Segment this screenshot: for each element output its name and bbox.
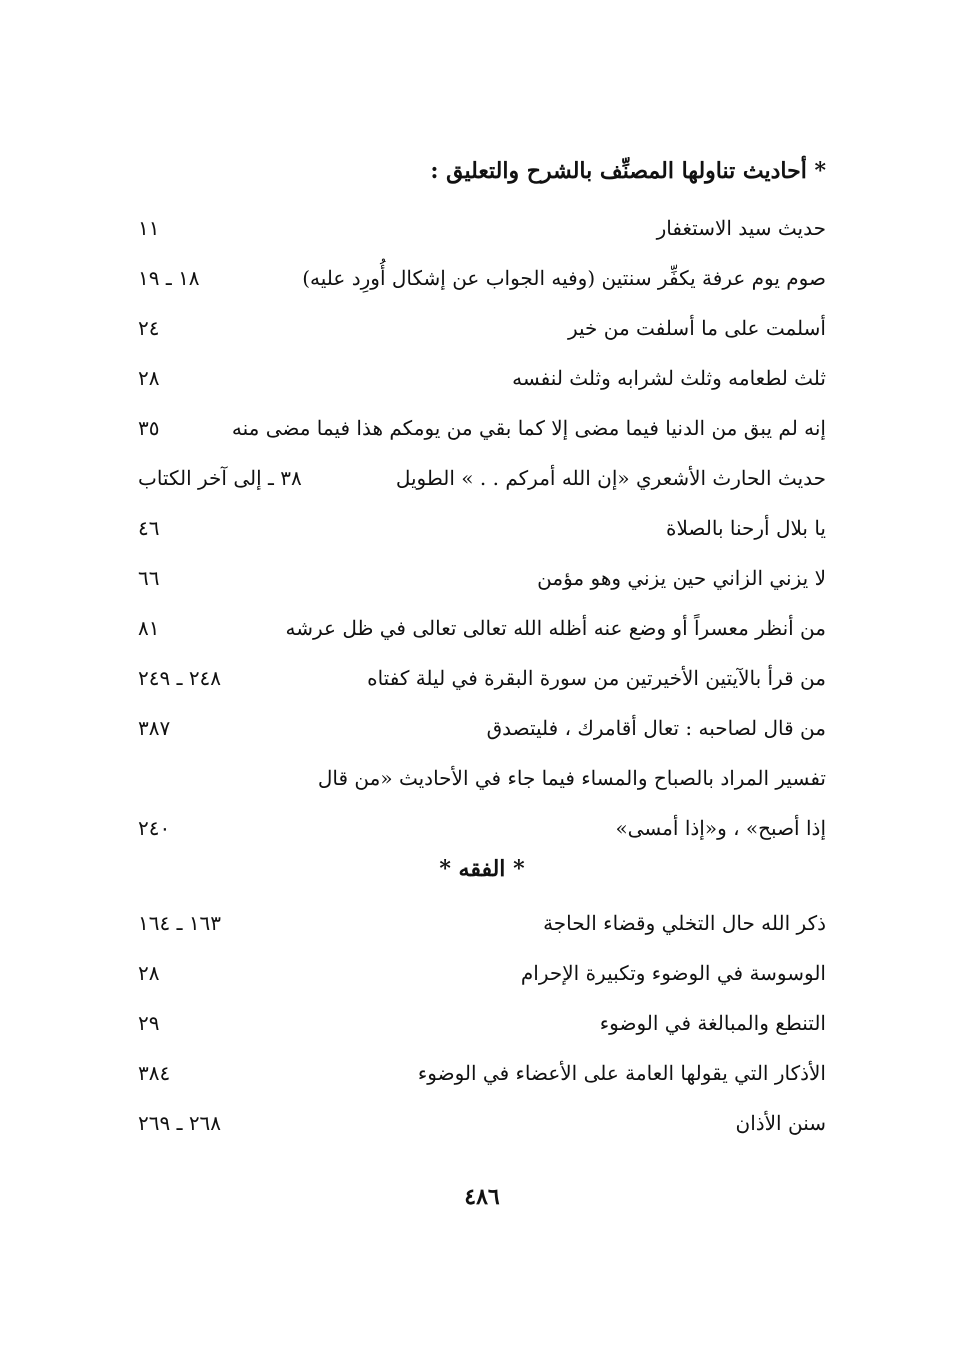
index-row: [138, 610, 826, 660]
page-number: ٤٨٦: [464, 1184, 500, 1210]
entry-pages: ٢٦٨ ـ ٢٦٩: [138, 1111, 222, 1135]
index-row: [138, 560, 826, 610]
entry-title: حديث الحارث الأشعري «إن الله أمركم . . » الطويل: [395, 466, 826, 490]
entry-pages: ١٨ ـ ١٩: [138, 266, 200, 290]
entry-title: ذكر الله حال التخلي وقضاء الحاجة: [543, 911, 826, 935]
entry-title: التنطع والمبالغة في الوضوء: [599, 1011, 826, 1035]
entry-pages: ٢٩: [138, 1011, 160, 1035]
entry-pages: ٣٨ ـ إلى آخر الكتاب: [138, 466, 302, 490]
index-row: [138, 760, 826, 810]
entry-title: تفسير المراد بالصباح والمساء فيما جاء في الأحاديث «من قال: [317, 766, 826, 790]
index-row: [138, 310, 826, 360]
entry-title: الأذكار التي يقولها العامة على الأعضاء في الوضوء: [417, 1061, 826, 1085]
fiqh-index-list: [138, 905, 826, 1155]
entry-pages: ٢٤٠: [138, 816, 171, 840]
index-row: [138, 1055, 826, 1105]
index-row: [138, 905, 826, 955]
entry-pages: ٢٤: [138, 316, 160, 340]
index-row: [138, 210, 826, 260]
entry-pages: ٣٨٧: [138, 716, 171, 740]
index-row: [138, 360, 826, 410]
entry-title: إذا أصبح» ، و«إذا أمسى»: [615, 816, 826, 840]
section-heading: * أحاديث تناولها المصنِّف بالشرح والتعليق :: [430, 158, 826, 184]
index-row: [138, 260, 826, 310]
entry-title: صوم يوم عرفة يكفِّر سنتين (وفيه الجواب عن إشكال أُورِد عليه): [302, 266, 826, 290]
index-row: [138, 1105, 826, 1155]
index-row: [138, 710, 826, 760]
index-row: [138, 460, 826, 510]
index-row: [138, 660, 826, 710]
entry-pages: ٣٨٤: [138, 1061, 171, 1085]
entry-pages: ٢٨: [138, 961, 160, 985]
entry-title: لا يزني الزاني حين يزني وهو مؤمن: [537, 566, 826, 590]
fiqh-heading: * الفقه *: [439, 856, 525, 882]
entry-pages: ٢٨: [138, 366, 160, 390]
entry-pages: ١١: [138, 216, 160, 240]
index-row: [138, 1005, 826, 1055]
entry-pages: ١٦٣ ـ ١٦٤: [138, 911, 222, 935]
entry-title: سنن الأذان: [735, 1111, 826, 1135]
entry-title: حديث سيد الاستغفار: [656, 216, 826, 240]
entry-title: من قرأ بالآيتين الأخيرتين من سورة البقرة في ليلة كفتاه: [367, 666, 826, 690]
entry-title: الوسوسة في الوضوء وتكبيرة الإحرام: [520, 961, 826, 985]
index-row: [138, 810, 826, 860]
entry-pages: ٨١: [138, 616, 160, 640]
entry-title: أسلمت على ما أسلفت من خير: [567, 316, 826, 340]
entry-title: ثلث لطعامه وثلث لشرابه وثلث لنفسه: [512, 366, 826, 390]
entry-pages: ٤٦: [138, 516, 160, 540]
entry-pages: ٣٥: [138, 416, 160, 440]
entry-pages: ٢٤٨ ـ ٢٤٩: [138, 666, 222, 690]
entry-title: إنه لم يبق من الدنيا فيما مضى إلا كما بقي من يومكم هذا فيما مضى منه: [231, 416, 826, 440]
entry-title: من أنظر معسراً أو وضع عنه أظله الله تعالى تعالى في ظل عرشه: [285, 616, 826, 640]
index-row: [138, 510, 826, 560]
entry-title: من قال لصاحبه : تعال أقامرك ، فليتصدق: [486, 716, 826, 740]
entry-pages: ٦٦: [138, 566, 160, 590]
hadith-index-list: [138, 210, 826, 860]
index-row: [138, 955, 826, 1005]
entry-title: يا بلال أرحنا بالصلاة: [666, 516, 826, 540]
index-row: [138, 410, 826, 460]
